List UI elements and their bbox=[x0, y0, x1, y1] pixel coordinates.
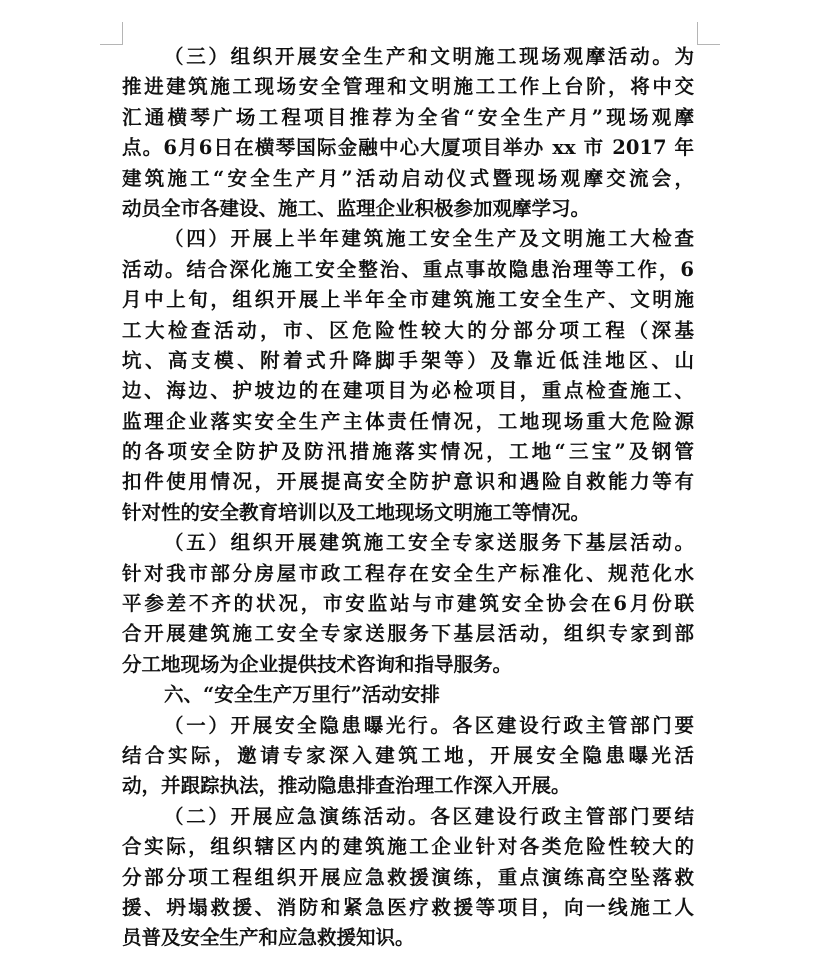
text-line: 坑、高支模、附着式升降脚手架等）及靠近低洼地区、山 bbox=[122, 348, 694, 372]
text-line: 扣件使用情况，开展提高安全防护意识和遇险自救能力等有 bbox=[122, 470, 694, 494]
text-line: 平参差不齐的状况，市安监站与市建筑安全协会在6月份联 bbox=[122, 592, 694, 616]
text-line: 援、坍塌救援、消防和紧急医疗救援等项目，向一线施工人 bbox=[122, 895, 694, 919]
text-line: 合开展建筑施工安全专家送服务下基层活动，组织专家到部 bbox=[122, 622, 694, 646]
text-line: 员普及安全生产和应急救援知识。 bbox=[122, 926, 415, 950]
top-right-crop-mark bbox=[697, 22, 720, 45]
text-line: 的各项安全防护及防汛措施落实情况，工地“三宝”及钢管 bbox=[122, 440, 694, 464]
text-line: 结合实际，邀请专家深入建筑工地，开展安全隐患曝光活 bbox=[122, 743, 694, 767]
text-line: 月中上旬，组织开展上半年全市建筑施工安全生产、文明施 bbox=[122, 288, 694, 312]
text-line: 活动。结合深化施工安全整治、重点事故隐患治理等工作，6 bbox=[122, 257, 694, 281]
text-line: 建筑施工“安全生产月”活动启动仪式暨现场观摩交流会， bbox=[122, 166, 694, 190]
text-line: （二）开展应急演练活动。各区建设行政主管部门要结 bbox=[164, 804, 694, 828]
text-line: 监理企业落实安全生产主体责任情况，工地现场重大危险源 bbox=[122, 409, 694, 433]
text-line: 点。6月6日在横琴国际金融中心大厦项目举办 xx 市 2017 年 bbox=[122, 136, 694, 160]
text-line: 工大检查活动，市、区危险性较大的分部分项工程（深基 bbox=[122, 318, 694, 342]
text-line: （四）开展上半年建筑施工安全生产及文明施工大检查 bbox=[164, 227, 694, 251]
text-line: 针对我市部分房屋市政工程存在安全生产标准化、规范化水 bbox=[122, 561, 694, 585]
text-line: 推进建筑施工现场安全管理和文明施工工作上台阶，将中交 bbox=[122, 75, 694, 99]
section-heading: 六、“安全生产万里行”活动安排 bbox=[164, 683, 440, 707]
text-line: 针对性的安全教育培训以及工地现场文明施工等情况。 bbox=[122, 500, 591, 524]
top-left-crop-mark bbox=[100, 22, 123, 45]
text-line: 分工地现场为企业提供技术咨询和指导服务。 bbox=[122, 652, 513, 676]
text-line: 汇通横琴广场工程项目推荐为全省“安全生产月”现场观摩 bbox=[122, 105, 694, 129]
text-line: 边、海边、护坡边的在建项目为必检项目，重点检查施工、 bbox=[122, 379, 694, 403]
document-body bbox=[122, 42, 694, 954]
text-line: 分部分项工程组织开展应急救援演练，重点演练高空坠落救 bbox=[122, 865, 694, 889]
text-line: （一）开展安全隐患曝光行。各区建设行政主管部门要 bbox=[164, 713, 694, 737]
text-line: 动，并跟踪执法，推动隐患排查治理工作深入开展。 bbox=[122, 774, 571, 798]
text-line: （五）组织开展建筑施工安全专家送服务下基层活动。 bbox=[164, 531, 694, 555]
text-line: （三）组织开展安全生产和文明施工现场观摩活动。为 bbox=[164, 45, 694, 68]
text-line: 动员全市各建设、施工、监理企业积极参加观摩学习。 bbox=[122, 196, 591, 220]
text-line: 合实际，组织辖区内的建筑施工企业针对各类危险性较大的 bbox=[122, 835, 694, 859]
